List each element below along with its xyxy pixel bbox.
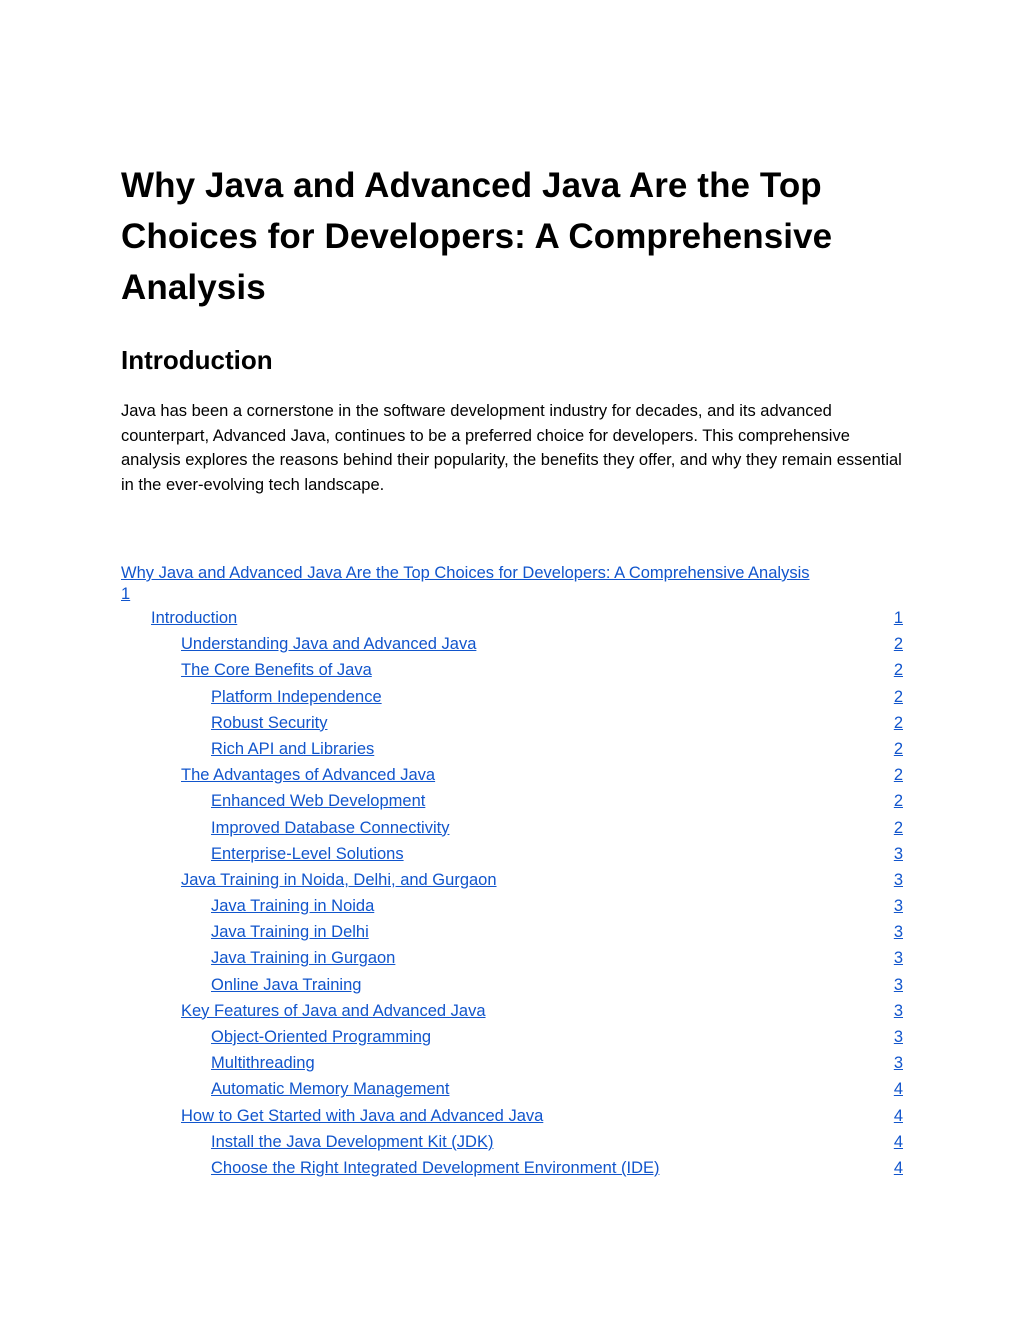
- toc-entry-page: 3: [893, 923, 903, 942]
- document-title: Why Java and Advanced Java Are the Top Choices for Developers: A Comprehensive Analysis: [121, 166, 833, 307]
- toc-entry-text: Java Training in Noida, Delhi, and Gurgaon: [181, 870, 497, 889]
- toc-entry-page: 3: [893, 1001, 903, 1020]
- toc-entry-page: 2: [893, 739, 903, 758]
- toc-entry[interactable]: [181, 867, 903, 893]
- toc-entry-text: Key Features of Java and Advanced Java: [181, 1001, 486, 1020]
- toc-entry[interactable]: [211, 1050, 903, 1076]
- toc-entry[interactable]: [211, 893, 903, 919]
- toc-entry[interactable]: [211, 1129, 903, 1155]
- toc-entry-text: The Advantages of Advanced Java: [181, 766, 436, 785]
- toc-entry-text: Install the Java Development Kit (JDK): [211, 1132, 494, 1151]
- toc-entry-page: 3: [893, 1028, 903, 1046]
- toc-entry-page: 4: [893, 1080, 903, 1099]
- toc-entry-page: 4: [893, 1132, 903, 1151]
- toc-entry-page: 3: [893, 870, 903, 889]
- toc-entry-page: 2: [893, 792, 903, 811]
- toc-entry[interactable]: [211, 1024, 903, 1050]
- toc-entry-text: Automatic Memory Management: [211, 1080, 450, 1099]
- intro-heading: Introduction: [121, 345, 273, 375]
- toc-entry-text: Robust Security: [211, 713, 328, 732]
- toc-entry-text: Object-Oriented Programming: [211, 1028, 432, 1046]
- toc-entry-page: 4: [893, 1106, 903, 1125]
- toc-entry[interactable]: [181, 657, 903, 683]
- toc-entry-page: 3: [893, 844, 903, 863]
- toc-entry[interactable]: [151, 605, 903, 631]
- toc-entry[interactable]: [181, 631, 903, 657]
- toc-entry-text: The Core Benefits of Java: [181, 661, 372, 680]
- toc-entry[interactable]: [211, 710, 903, 736]
- table-of-contents: [121, 563, 903, 1181]
- toc-entry[interactable]: [211, 736, 903, 762]
- toc-entry[interactable]: [211, 788, 903, 814]
- toc-entry-text: Multithreading: [211, 1054, 315, 1073]
- toc-entry-text: Enhanced Web Development: [211, 792, 426, 811]
- toc-entry[interactable]: [211, 1155, 903, 1181]
- toc-entry-page: 3: [893, 949, 903, 968]
- toc-entry-page: 2: [893, 818, 903, 837]
- toc-entry-text: Understanding Java and Advanced Java: [181, 635, 477, 654]
- toc-entry-page: 2: [893, 713, 903, 732]
- toc-entry-page: 3: [893, 975, 903, 994]
- toc-entry-text: Why Java and Advanced Java Are the Top Choices for Developers: A Comprehensive Analysis: [121, 564, 810, 582]
- toc-entry[interactable]: [211, 972, 903, 998]
- toc-entry-text: Java Training in Delhi: [211, 923, 369, 942]
- toc-entry-text: Introduction: [151, 609, 238, 627]
- toc-entry-text: Java Training in Gurgaon: [211, 949, 396, 968]
- toc-entry-text: Enterprise-Level Solutions: [211, 844, 404, 863]
- toc-entry-page: 2: [893, 661, 903, 680]
- toc-entry[interactable]: [181, 1103, 903, 1129]
- intro-paragraph: Java has been a cornerstone in the software development industry for decades, and its advanced counterpart, Advanced Java, continues to be a preferred choice for developers. This comprehensive analysis explores the reasons behind their popularity, the benefits they offer, and why they remain essential in the ever-evolving tech landscape.: [121, 402, 902, 494]
- toc-entry[interactable]: [181, 998, 903, 1024]
- toc-entry-page: 2: [893, 635, 903, 654]
- toc-entry-page: 1: [121, 585, 131, 603]
- toc-entry-page: 1: [893, 609, 903, 627]
- toc-entry[interactable]: [211, 919, 903, 945]
- toc-entry-text: Rich API and Libraries: [211, 739, 375, 758]
- toc-entry-main-title[interactable]: [121, 563, 903, 605]
- toc-entry-text: Online Java Training: [211, 975, 362, 994]
- toc-entry[interactable]: [211, 815, 903, 841]
- toc-entry[interactable]: [211, 684, 903, 710]
- toc-entry-text: Improved Database Connectivity: [211, 818, 450, 837]
- toc-entry[interactable]: [181, 762, 903, 788]
- toc-entry[interactable]: [211, 841, 903, 867]
- toc-entries: [121, 605, 903, 1181]
- toc-entry-page: 3: [893, 897, 903, 916]
- toc-entry-page: 2: [893, 687, 903, 706]
- toc-entry-page: 3: [893, 1054, 903, 1073]
- toc-entry[interactable]: [211, 1076, 903, 1102]
- toc-entry-text: Platform Independence: [211, 687, 382, 706]
- toc-entry[interactable]: [211, 945, 903, 971]
- toc-entry-text: Java Training in Noida: [211, 897, 375, 916]
- toc-entry-text: How to Get Started with Java and Advanced Java: [181, 1106, 544, 1125]
- toc-entry-page: 4: [893, 1158, 903, 1177]
- toc-entry-text: Choose the Right Integrated Development Environment (IDE): [211, 1158, 660, 1177]
- toc-entry-page: 2: [893, 766, 903, 785]
